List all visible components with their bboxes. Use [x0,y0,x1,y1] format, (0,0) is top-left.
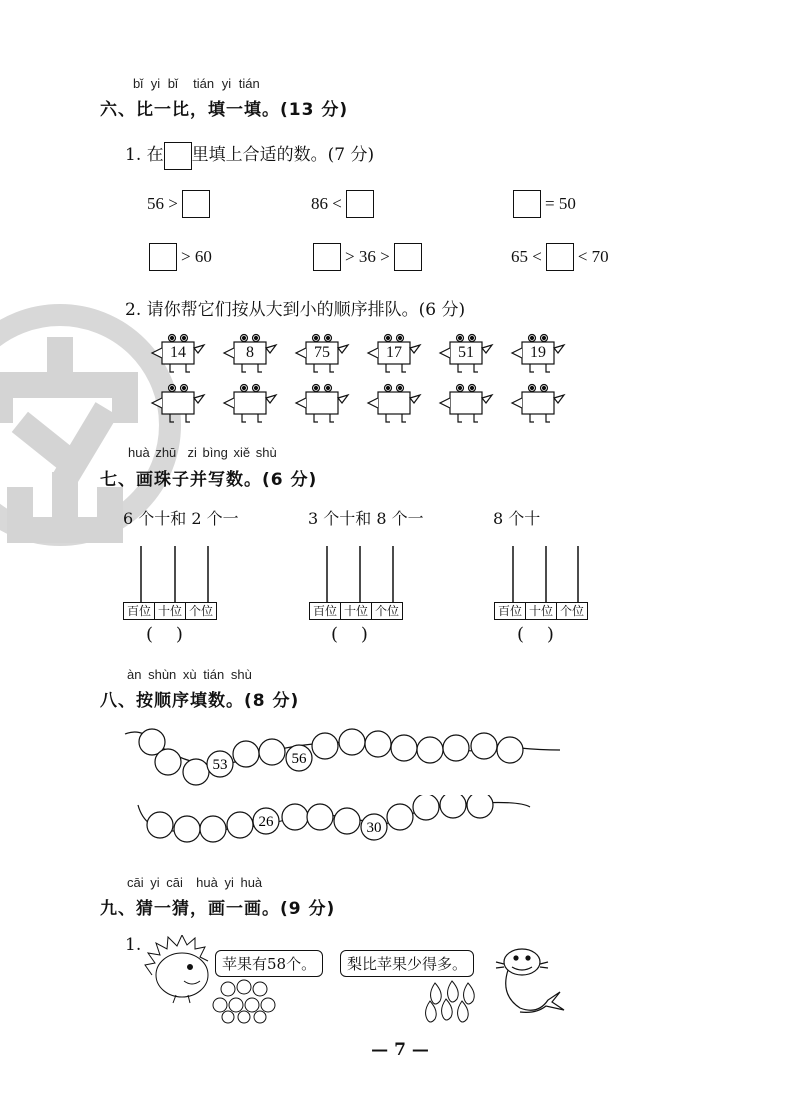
bead[interactable] [227,812,253,838]
abacus-rods [0,540,800,610]
answer-box[interactable] [394,243,422,271]
number-creature [292,332,352,378]
creature-number: 19 [530,344,546,361]
section7-title: 七、画珠子并写数。(6 分) [100,470,318,490]
section6-pinyin: bǐ yi bǐ tián yi tián [133,76,260,91]
bead[interactable] [387,804,413,830]
answer-box[interactable] [513,190,541,218]
answer-paren-1[interactable]: ( ) [146,624,183,645]
creature-icon [292,382,352,428]
hedgehog-illustration [140,935,220,1005]
bead[interactable] [471,733,497,759]
bead[interactable] [233,741,259,767]
q2-instruction: 2. 请你帮它们按从大到小的顺序排队。(6 分) [125,300,466,320]
bead[interactable] [174,816,200,842]
section6-title: 六、比一比，填一填。(13 分) [100,100,349,120]
place-value-row-1: 百位 十位 个位 [123,602,217,620]
blank-creature[interactable] [508,382,568,428]
bead[interactable] [497,737,523,763]
ineq-1c: = 50 [513,190,576,218]
bead[interactable] [312,733,338,759]
place-value-row-3: 百位 十位 个位 [494,602,588,620]
number-creature [148,332,208,378]
section9-title: 九、猜一猜，画一画。(9 分) [100,899,336,919]
answer-box[interactable] [546,243,574,271]
answer-box[interactable] [182,190,210,218]
apples-illustration [210,975,280,1025]
blank-creature[interactable] [364,382,424,428]
bead-string-1 [0,720,800,790]
section8-title: 八、按顺序填数。(8 分) [100,691,300,711]
bead[interactable] [391,735,417,761]
ineq-2b: > 36 > [313,243,422,271]
q9-1-number: 1. [125,935,142,955]
creature-number: 75 [314,344,330,361]
ineq-2a: > 60 [149,243,212,271]
bead[interactable] [200,816,226,842]
bead[interactable] [413,795,439,820]
bead[interactable] [417,737,443,763]
number-creature [220,332,280,378]
number-creature [436,332,496,378]
bead[interactable] [334,808,360,834]
bead[interactable] [282,804,308,830]
bead[interactable] [440,795,466,818]
bead[interactable] [307,804,333,830]
bead[interactable] [365,731,391,757]
pears-illustration [420,975,480,1025]
creature-icon [364,382,424,428]
seal-illustration [490,940,565,1020]
blank-creature[interactable] [292,382,352,428]
creature-icon [148,382,208,428]
abacus-label-2: 3 个十和 8 个一 [308,509,424,528]
creature-number: 14 [170,344,186,361]
blank-creature[interactable] [436,382,496,428]
answer-box[interactable] [149,243,177,271]
number-creature [508,332,568,378]
bead[interactable] [443,735,469,761]
bead-number: 30 [366,820,382,836]
creature-number: 8 [246,344,254,361]
bead-number: 53 [212,757,228,773]
q1-instruction: 1. 在 里填上合适的数。(7 分) [125,140,374,170]
blank-creature[interactable] [220,382,280,428]
bead[interactable] [467,795,493,818]
bead[interactable] [183,759,209,785]
creature-icon [220,382,280,428]
speech-bubble-pears: 梨比苹果少得多。 [340,950,474,977]
section9-pinyin: cāi yi cāi huà yi huà [127,875,263,890]
bead-number: 56 [291,751,307,767]
number-creature [364,332,424,378]
answer-box[interactable] [346,190,374,218]
creature-icon [436,382,496,428]
abacus-label-1: 6 个十和 2 个一 [123,509,239,528]
bead-number: 26 [258,814,274,830]
bead[interactable] [147,812,173,838]
answer-box[interactable] [313,243,341,271]
creature-icon [508,382,568,428]
page-number: — 7 — [371,1040,429,1060]
bead-string-2 [0,795,800,855]
bead[interactable] [259,739,285,765]
abacus-label-3: 8 个十 [493,509,541,528]
ineq-1a: 56 > [147,190,210,218]
speech-bubble-apples: 苹果有58个。 [215,950,323,977]
answer-paren-3[interactable]: ( ) [517,624,554,645]
bead[interactable] [155,749,181,775]
place-value-row-2: 百位 十位 个位 [309,602,403,620]
bead[interactable] [339,729,365,755]
section8-pinyin: àn shùn xù tián shù [127,667,252,682]
answer-paren-2[interactable]: ( ) [331,624,368,645]
creature-number: 17 [386,344,402,361]
ineq-1b: 86 < [311,190,374,218]
example-box [164,142,192,170]
blank-creature[interactable] [148,382,208,428]
creature-number: 51 [458,344,474,361]
section7-pinyin: huà zhū zi bìng xiě shù [128,445,277,460]
ineq-2c: 65 < < 70 [511,243,609,271]
